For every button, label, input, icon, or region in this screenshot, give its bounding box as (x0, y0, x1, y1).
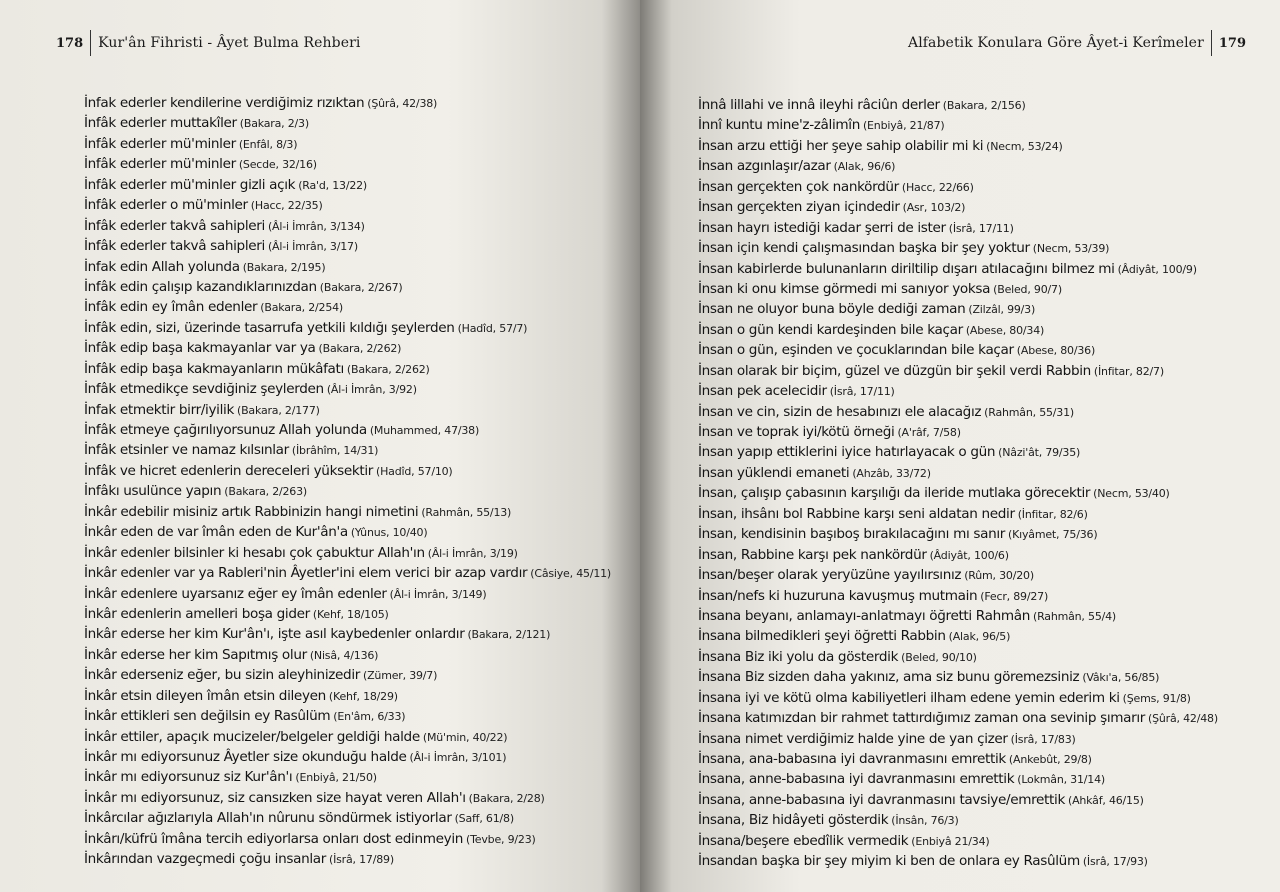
entry-reference: (Nâzi'ât, 79/35) (998, 446, 1081, 460)
entry-phrase: İnfâk edin, sizi, üzerinde tasarrufa yetkili kıldığı şeylerden (84, 319, 455, 336)
index-entry (698, 626, 1258, 646)
entry-phrase: İnsana bilmedikleri şeyi öğretti Rabbin (698, 628, 946, 645)
entry-reference: (Kıyâmet, 75/36) (1008, 528, 1098, 542)
entry-phrase: İnsan/nefs ki huzuruna kavuşmuş mutmain (698, 587, 978, 604)
entry-reference: (Âl-i İmrân, 3/134) (267, 219, 365, 233)
entry-phrase: İnsan ve cin, sizin de hesabınızı ele alacağız (698, 403, 982, 420)
entry-reference: (Âl-i İmrân, 3/92) (326, 383, 417, 397)
right-running-head (908, 30, 1246, 56)
index-entry (698, 647, 1258, 667)
index-entry (84, 216, 614, 236)
entry-reference: (Bakara, 2/28) (468, 791, 545, 805)
entry-reference: (Abese, 80/34) (965, 323, 1045, 337)
entry-phrase: İnsan ve toprak iyi/kötü örneği (698, 424, 895, 440)
index-entry (84, 277, 614, 297)
entry-phrase: İnkârcılar ağızlarıyla Allah'ın nûrunu söndürmek istiyorlar (84, 810, 452, 827)
entry-phrase: İnfâk edin çalışıp kazandıklarınızdan (84, 278, 317, 295)
entry-reference: (Şûrâ, 42/38) (367, 97, 438, 110)
index-entry (698, 259, 1258, 279)
entry-reference: (Hadîd, 57/10) (376, 464, 453, 478)
entry-phrase: İnkâr etsin dileyen îmân etsin dileyen (84, 687, 326, 704)
entry-phrase: İnkâr edebilir misiniz artık Rabbinizin hangi nimetini (84, 503, 419, 520)
entry-reference: (Nisâ, 4/136) (309, 648, 379, 662)
index-entry (698, 279, 1258, 299)
entry-reference: (Ra'd, 13/22) (298, 178, 368, 192)
index-entry (84, 318, 614, 338)
entry-reference: (Âdiyât, 100/9) (1117, 262, 1197, 276)
index-entry (698, 463, 1258, 483)
entry-phrase: İnsana katımızdan bir rahmet tattırdığımız zaman ona sevinip şımarır (698, 710, 1146, 727)
entry-phrase: İnsana nimet verdiğimiz halde yine de yan çizer (698, 730, 1008, 747)
index-entry (84, 195, 614, 215)
index-entry (698, 361, 1258, 381)
index-entry (84, 829, 614, 849)
entry-reference: (Enbiyâ, 21/87) (862, 119, 945, 133)
entry-reference: (Yûnus, 10/40) (350, 526, 428, 540)
entry-phrase: İnkâr ettikleri sen değilsin ey Rasûlüm (84, 708, 331, 725)
index-entry (84, 543, 614, 563)
index-entry (84, 175, 614, 195)
entry-phrase: İnfâk edip başa kakmayanlar var ya (84, 340, 316, 357)
index-entry (84, 788, 614, 808)
entry-reference: (Alak, 96/5) (948, 630, 1011, 644)
entry-reference: (Vâkı'a, 56/85) (1082, 671, 1160, 685)
entry-phrase: İnsan hayrı istediği kadar şerri de ister (698, 219, 946, 236)
index-entry (84, 400, 614, 420)
entry-phrase: İnfak ederler kendilerine verdiğimiz rızıktan (84, 95, 365, 111)
entry-reference: (İsrâ, 17/89) (329, 853, 394, 867)
index-entry (84, 257, 614, 277)
entry-phrase: İnkârından vazgeçmedi çoğu insanlar (84, 851, 326, 868)
entry-phrase: İnkârı/küfrü îmâna tercih ediyorlarsa onları dost edinmeyin (84, 830, 464, 847)
index-entry (698, 442, 1258, 462)
entry-reference: (Rahmân, 55/4) (1033, 609, 1117, 623)
entry-reference: (İbrâhîm, 14/31) (291, 444, 379, 458)
entry-phrase: İnsan, kendisinin başıboş bırakılacağını mı sanır (698, 526, 1006, 543)
entry-phrase: İnfâk ve hicret edenlerin dereceleri yüksektir (84, 462, 374, 479)
entry-phrase: İnfâk ederler takvâ sahipleri (84, 217, 265, 234)
entry-reference: (Beled, 90/10) (901, 650, 977, 664)
entry-phrase: İnsana Biz iki yolu da gösterdik (698, 648, 899, 665)
entry-reference: (Alak, 96/6) (833, 160, 896, 174)
index-entry (698, 810, 1258, 830)
entry-reference: (Enbiyâ 21/34) (911, 834, 990, 848)
entry-phrase: İnsan için kendi çalışmasından başka bir şey yoktur (698, 240, 1030, 257)
entry-phrase: İnsana/beşere ebedîlik vermedik (698, 832, 909, 849)
right-running-title: Alfabetik Konulara Göre Âyet-i Kerîmeler (907, 35, 1204, 51)
index-entry (698, 545, 1258, 565)
entry-phrase: İnsan, çalışıp çabasının karşılığı da ileride mutlaka görecektir (698, 485, 1091, 502)
index-entry (84, 849, 614, 869)
index-entry (698, 606, 1258, 626)
entry-phrase: İnnâ lillahi ve innâ ileyhi râciûn derler (698, 97, 940, 113)
index-entry (84, 563, 614, 583)
entry-phrase: İnfâkı usulünce yapın (84, 483, 222, 500)
index-entry (698, 790, 1258, 810)
index-entry (698, 769, 1258, 789)
entry-reference: (Fecr, 89/27) (980, 589, 1049, 603)
entry-phrase: İnkâr edenlerin amelleri boşa gider (84, 605, 310, 622)
header-rule (1211, 30, 1212, 56)
entry-reference: (İsrâ, 17/11) (829, 385, 895, 399)
entry-phrase: İnsana, ana-babasına iyi davranmasını emrettik (698, 751, 1006, 767)
index-entry (84, 624, 614, 644)
index-entry (698, 565, 1258, 585)
entry-reference: (En'âm, 6/33) (333, 710, 406, 724)
entry-phrase: İnsana, Biz hidâyeti gösterdik (698, 812, 889, 829)
index-entry (698, 667, 1258, 687)
index-entry (84, 113, 614, 133)
entry-phrase: İnsan arzu ettiği her şeye sahip olabilir mi ki (698, 137, 984, 154)
index-entry (84, 134, 614, 154)
entry-reference: (Âl-i İmrân, 3/149) (389, 587, 487, 601)
entry-reference: (Şems, 91/8) (1122, 691, 1191, 705)
entry-phrase: İnkâr mı ediyorsunuz siz Kur'ân'ı (84, 769, 293, 786)
entry-reference: (Câsiye, 45/11) (530, 567, 612, 581)
index-entry (698, 483, 1258, 503)
index-entry (698, 422, 1258, 442)
entry-reference: (Beled, 90/7) (993, 282, 1062, 296)
entry-reference: (Secde, 32/16) (238, 158, 317, 172)
index-entry (698, 708, 1258, 728)
index-entry (698, 851, 1258, 871)
left-running-title: Kur'ân Fihristi - Âyet Bulma Rehberi (98, 35, 361, 51)
index-entry (84, 604, 614, 624)
entry-phrase: İnsan pek acelecidir (698, 383, 827, 400)
entry-reference: (Bakara, 2/254) (260, 301, 344, 315)
entry-reference: (Bakara, 2/121) (467, 628, 551, 642)
entry-reference: (Enbiyâ, 21/50) (295, 771, 377, 785)
entry-phrase: İnkâr mı ediyorsunuz, siz cansızken size hayat veren Allah'ı (84, 789, 466, 806)
entry-reference: (Bakara, 2/262) (346, 362, 430, 376)
index-entry (698, 504, 1258, 524)
entry-phrase: İnsana iyi ve kötü olma kabiliyetleri ilham edene yemin ederim ki (698, 689, 1120, 706)
entry-reference: (İsrâ, 17/83) (1010, 732, 1076, 746)
index-entry (698, 340, 1258, 360)
entry-phrase: İnsan, Rabbine karşı pek nankördür (698, 546, 927, 563)
index-entry (84, 808, 614, 828)
entry-reference: (Hadîd, 57/7) (457, 321, 528, 335)
entry-phrase: İnsana beyanı, anlamayı-anlatmayı öğretti Rahmân (698, 607, 1030, 624)
index-entry (698, 136, 1258, 156)
entry-phrase: İnsana Biz sizden daha yakınız, ama siz bunu göremezsiniz (698, 669, 1080, 686)
entry-reference: (Bakara, 2/267) (319, 280, 403, 294)
index-entry (698, 299, 1258, 319)
left-running-head (56, 30, 361, 56)
index-entry (698, 586, 1258, 606)
entry-reference: (İsrâ, 17/93) (1082, 855, 1148, 869)
index-entry (698, 402, 1258, 422)
index-entry (698, 218, 1258, 238)
entry-reference: (Ahzâb, 33/72) (852, 466, 931, 480)
entry-phrase: İnfâk ederler o mü'minler (84, 197, 248, 214)
index-entry (698, 381, 1258, 401)
index-entry (84, 727, 614, 747)
entry-phrase: İnfâk etsinler ve namaz kılsınlar (84, 442, 289, 459)
index-entry (698, 95, 1258, 115)
entry-reference: (Hacc, 22/66) (901, 180, 974, 194)
entry-reference: (İsrâ, 17/11) (948, 221, 1014, 235)
entry-phrase: İnfâk edip başa kakmayanların mükâfatı (84, 360, 344, 377)
entry-reference: (Bakara, 2/263) (224, 485, 307, 499)
entry-reference: (Bakara, 2/156) (942, 99, 1026, 112)
entry-phrase: İnsan yüklendi emaneti (698, 464, 850, 481)
entry-phrase: İnnî kuntu mine'z-zâlimîn (698, 117, 860, 134)
entry-reference: (İnfitar, 82/7) (1093, 364, 1164, 378)
index-entry (698, 524, 1258, 544)
entry-reference: (İnsân, 76/3) (891, 814, 959, 828)
index-entry (698, 238, 1258, 258)
entry-phrase: İnfâk ederler takvâ sahipleri (84, 238, 265, 255)
entry-phrase: İnkâr eden de var îmân eden de Kur'ân'a (84, 524, 348, 541)
entry-phrase: İnsan, ihsânı bol Rabbine karşı seni aldatan nedir (698, 505, 1015, 522)
entry-phrase: İnkâr edenler var ya Rableri'nin Âyetler'ini elem verici bir azap vardır (84, 565, 528, 582)
index-entry (84, 686, 614, 706)
entry-phrase: İnsan gerçekten ziyan içindedir (698, 199, 900, 216)
index-entry (84, 440, 614, 460)
entry-reference: (Âl-i İmrân, 3/101) (409, 751, 507, 764)
entry-phrase: İnsana, anne-babasına iyi davranmasını emrettik (698, 771, 1015, 788)
entry-phrase: İnsan o gün, eşinden ve çocuklarından bile kaçar (698, 342, 1014, 359)
entry-phrase: İnkâr edenler bilsinler ki hesabı çok çabuktur Allah'ın (84, 544, 425, 561)
entry-reference: (Kehf, 18/29) (328, 689, 398, 703)
index-entry (84, 522, 614, 542)
entry-reference: (Şûrâ, 42/48) (1148, 712, 1218, 726)
entry-reference: (Mü'min, 40/22) (422, 730, 508, 744)
index-entry (84, 93, 614, 113)
entry-reference: (Rûm, 30/20) (964, 569, 1034, 583)
entry-phrase: İnfâk ederler mü'minler (84, 156, 236, 173)
entry-reference: (A'râf, 7/58) (897, 426, 961, 439)
index-entry (84, 747, 614, 767)
entry-reference: (Bakara, 2/3) (239, 117, 309, 131)
index-entry (698, 197, 1258, 217)
index-entry (698, 831, 1258, 851)
entry-phrase: İnsan olarak bir biçim, güzel ve düzgün bir şekil verdi Rabbin (698, 362, 1091, 379)
entry-phrase: İnkâr ederseniz eğer, bu sizin aleyhinizedir (84, 667, 360, 684)
index-entry (84, 502, 614, 522)
entry-reference: (İnfitar, 82/6) (1017, 507, 1088, 521)
index-entry (84, 706, 614, 726)
entry-phrase: İnfak edin Allah yolunda (84, 258, 240, 275)
entry-reference: (Necm, 53/40) (1093, 487, 1170, 501)
index-entry (84, 338, 614, 358)
entry-phrase: İnsan gerçekten çok nankördür (698, 178, 899, 195)
left-entry-list (84, 93, 614, 870)
entry-phrase: İnfâk ederler muttakîler (84, 115, 237, 132)
index-entry (84, 154, 614, 174)
entry-reference: (Hacc, 22/35) (250, 199, 323, 213)
index-entry (84, 461, 614, 481)
entry-reference: (Kehf, 18/105) (312, 607, 389, 621)
entry-reference: (Âl-i İmrân, 3/17) (267, 240, 358, 254)
entry-reference: (Saff, 61/8) (454, 812, 514, 826)
entry-phrase: İnkâr edenlere uyarsanız eğer ey îmân edenler (84, 585, 387, 602)
index-entry (84, 359, 614, 379)
entry-reference: (Âl-i İmrân, 3/19) (427, 546, 518, 560)
entry-reference: (Rahmân, 55/31) (984, 405, 1074, 419)
entry-reference: (Rahmân, 55/13) (421, 505, 512, 519)
right-page (640, 0, 1280, 892)
entry-phrase: İnkâr ederse her kim Sapıtmış olur (84, 646, 307, 663)
entry-phrase: İnfâk ederler mü'minler (84, 135, 236, 152)
entry-phrase: İnsan/beşer olarak yeryüzüne yayılırsınız (698, 567, 962, 584)
entry-reference: (Ahkâf, 46/15) (1067, 793, 1144, 807)
entry-reference: (Bakara, 2/195) (242, 260, 326, 274)
index-entry (84, 645, 614, 665)
entry-reference: (Necm, 53/24) (986, 139, 1063, 153)
entry-phrase: İnkâr mı ediyorsunuz Âyetler size okunduğu halde (84, 749, 407, 765)
entry-phrase: İnsan o gün kendi kardeşinden bile kaçar (698, 321, 963, 338)
entry-reference: (Asr, 103/2) (902, 201, 966, 215)
index-entry (84, 297, 614, 317)
index-entry (84, 379, 614, 399)
index-entry (698, 749, 1258, 769)
left-page-number: 178 (56, 35, 84, 51)
entry-phrase: İnfâk ederler mü'minler gizli açık (84, 176, 296, 193)
index-entry (698, 177, 1258, 197)
entry-reference: (Necm, 53/39) (1032, 242, 1110, 256)
entry-reference: (Lokmân, 31/14) (1017, 773, 1105, 787)
entry-phrase: İnsan azgınlaşır/azar (698, 158, 831, 175)
index-entry (698, 688, 1258, 708)
entry-reference: (Bakara, 2/262) (318, 342, 402, 356)
index-entry (84, 236, 614, 256)
entry-phrase: İnkâr ettiler, apaçık mucizeler/belgeler geldiği halde (84, 728, 420, 745)
entry-phrase: İnsan ne oluyor buna böyle dediği zaman (698, 301, 966, 318)
entry-phrase: İnsandan başka bir şey miyim ki ben de onlara ey Rasûlüm (698, 853, 1080, 870)
index-entry (698, 156, 1258, 176)
entry-phrase: İnkâr ederse her kim Kur'ân'ı, işte asıl kaybedenler onlardır (84, 626, 465, 643)
entry-phrase: İnsana, anne-babasına iyi davranmasını tavsiye/emrettik (698, 791, 1065, 808)
index-entry (84, 767, 614, 787)
entry-reference: (Tevbe, 9/23) (466, 832, 536, 846)
index-entry (84, 481, 614, 501)
index-entry (698, 320, 1258, 340)
entry-reference: (Zümer, 39/7) (363, 669, 438, 683)
entry-reference: (Ankebût, 29/8) (1008, 753, 1092, 766)
entry-reference: (Muhammed, 47/38) (369, 424, 480, 437)
entry-reference: (Âdiyât, 100/6) (929, 548, 1009, 562)
index-entry (698, 729, 1258, 749)
index-entry (84, 584, 614, 604)
index-entry (84, 665, 614, 685)
entry-phrase: İnfak etmektir birr/iyilik (84, 401, 234, 418)
entry-reference: (Enfâl, 8/3) (238, 137, 298, 151)
entry-phrase: İnsan ki onu kimse görmedi mi sanıyor yoksa (698, 280, 991, 297)
index-entry (84, 420, 614, 440)
right-page-number: 179 (1218, 35, 1246, 51)
entry-reference: (Bakara, 2/177) (236, 403, 320, 417)
right-entry-list (698, 95, 1258, 872)
entry-reference: (Abese, 80/36) (1016, 344, 1096, 358)
entry-phrase: İnsan kabirlerde bulunanların diriltilip dışarı atılacağını bilmez mi (698, 260, 1115, 277)
entry-reference: (Zilzâl, 99/3) (968, 303, 1036, 317)
index-entry (698, 115, 1258, 135)
entry-phrase: İnsan yapıp ettiklerini iyice hatırlayacak o gün (698, 444, 996, 461)
entry-phrase: İnfâk edin ey îmân edenler (84, 299, 258, 316)
header-rule (90, 30, 91, 56)
entry-phrase: İnfâk etmedikçe sevdiğiniz şeylerden (84, 381, 324, 398)
entry-phrase: İnfâk etmeye çağırılıyorsunuz Allah yolunda (84, 422, 367, 438)
